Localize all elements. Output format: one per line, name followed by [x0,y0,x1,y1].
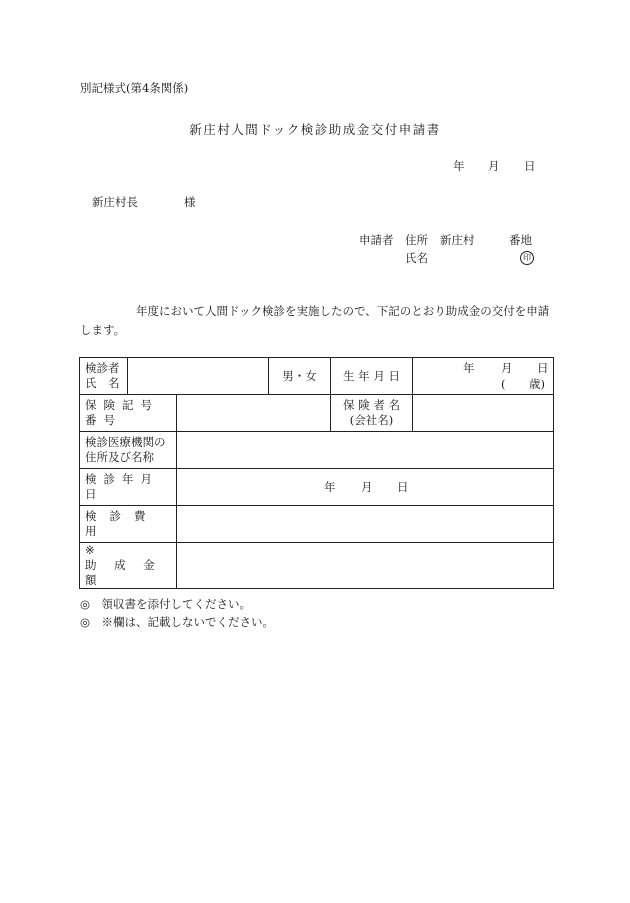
insurer-name-label: 保 険 者 名 [343,398,400,412]
exam-fee-label: 検診費用 [80,506,177,543]
row-exam-fee [80,506,554,543]
date-day-label: 日 [524,159,536,173]
exam-day-label: 日 [397,480,409,494]
seal-mark: 印 [520,251,534,265]
application-form-table [79,357,554,589]
insurance-number-value[interactable] [177,395,331,432]
birth-year-label: 年 [463,361,475,375]
age-paren-open: ( [501,377,506,391]
note-office-use: ◎ ※欄は、記載しないでください。 [80,615,275,629]
birth-day-label: 日 [537,361,549,375]
office-use-mark: ※ [85,543,95,557]
exam-fee-value[interactable] [177,506,554,543]
insurer-label [331,395,413,432]
birthdate-label: 生 年 月 日 [331,358,413,395]
row-examinee [80,358,554,395]
exam-month-label: 月 [361,480,373,494]
birth-month-label: 月 [501,361,513,375]
age-unit-label: 歳) [529,377,545,391]
address-banchi: 番地 [509,233,532,247]
institution-label: 検診医療機関の 住所及び名称 [80,432,177,469]
insurance-number-label: 保険記号番号 [80,395,177,432]
row-exam-date [80,469,554,506]
insurer-value[interactable] [413,395,554,432]
row-institution [80,432,554,469]
date-year-label: 年 [453,159,465,173]
form-reference: 別記様式(第4条関係) [80,81,189,95]
gender-field[interactable]: 男・女 [269,358,331,395]
row-grant-amount [80,543,554,589]
grant-amount-label [80,543,177,589]
examinee-name-label: 検診者 氏 名 [80,358,128,395]
grant-amount-text: 助 成 金 額 [85,558,162,587]
document-title: 新庄村人間ドック検診助成金交付申請書 [189,122,441,137]
date-month-label: 月 [488,159,500,173]
examinee-name-value[interactable] [128,358,269,395]
insurer-company-label: (会社名) [349,413,394,427]
exam-date-value[interactable] [177,469,554,506]
addressee-honorific: 様 [184,195,196,209]
note-receipt: ◎ 領収書を添付してください。 [80,597,252,611]
application-statement: 年度において人間ドック検診を実施したので、下記のとおり助成金の交付を申請します。 [80,304,550,337]
exam-date-label: 検診年月日 [80,469,177,506]
exam-year-label: 年 [324,480,336,494]
applicant-label: 申請者 [359,233,394,247]
institution-value[interactable] [177,432,554,469]
address-village: 新庄村 [440,233,475,247]
birthdate-value[interactable] [413,358,554,395]
name-label: 氏名 [405,251,428,265]
address-label: 住所 [405,233,428,247]
row-insurance [80,395,554,432]
addressee-name: 新庄村長 [92,195,138,209]
grant-amount-value [177,543,554,589]
